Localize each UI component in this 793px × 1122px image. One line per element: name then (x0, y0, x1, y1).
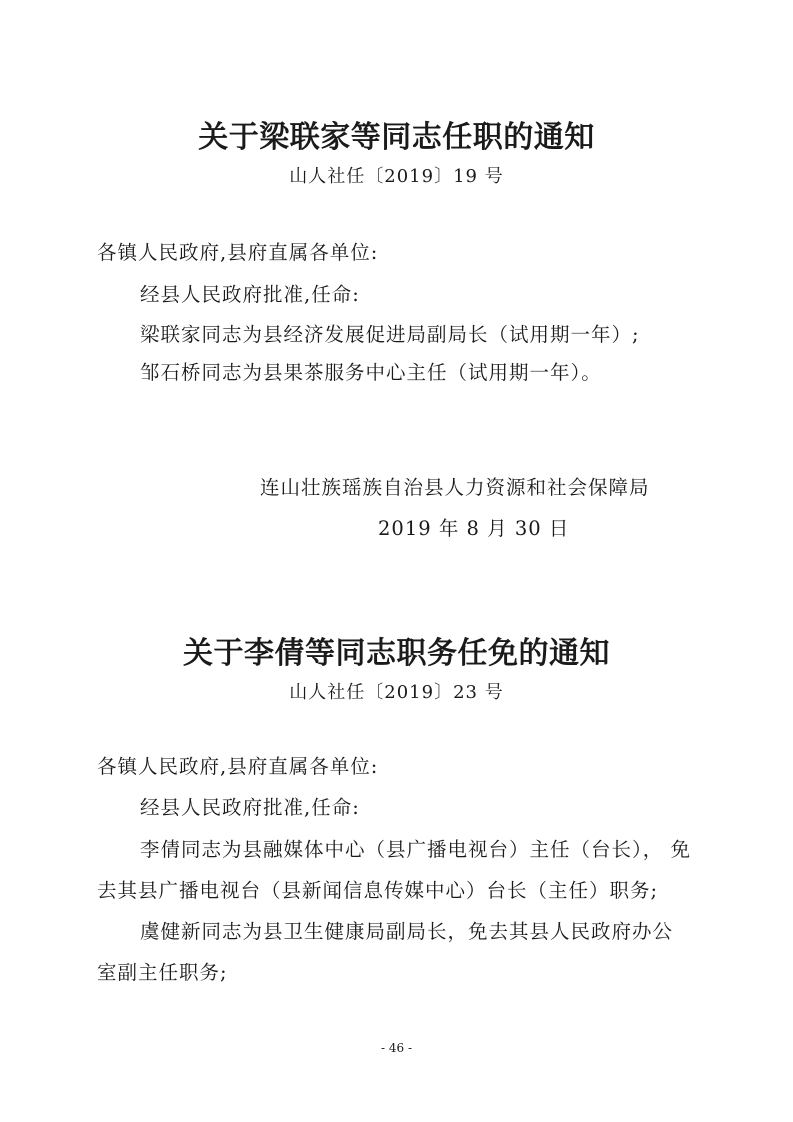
notice2-appointment-1-line2: 去其县广播电视台（县新闻信息传媒中心）台长（主任）职务; (97, 879, 659, 902)
notice2-appointment-1-line1: 李倩同志为县融媒体中心（县广播电视台）主任（台长）， 免 (140, 838, 691, 861)
notice1-date: 2019 年 8 月 30 日 (378, 517, 570, 540)
page-number: - 46 - (380, 1041, 412, 1055)
notice2-doc-number: 山人社任〔2019〕23 号 (289, 682, 504, 703)
notice1-title: 关于梁联家等同志任职的通知 (198, 120, 595, 155)
notice1-appointment-2: 邹石桥同志为县果茶服务中心主任（试用期一年）。 (140, 361, 602, 384)
notice1-doc-number: 山人社任〔2019〕19 号 (289, 166, 504, 187)
notice2-salutation: 各镇人民政府,县府直属各单位: (97, 755, 379, 778)
notice1-appointment-1: 梁联家同志为县经济发展促进局副局长（试用期一年）; (140, 323, 640, 346)
notice2-appointment-2-line1: 虞健新同志为县卫生健康局副局长，免去其县人民政府办公 (140, 920, 674, 943)
notice1-issuer: 连山壮族瑶族自治县人力资源和社会保障局 (260, 476, 650, 499)
notice1-salutation: 各镇人民政府,县府直属各单位: (97, 241, 379, 264)
notice2-approval: 经县人民政府批准,任命: (140, 796, 360, 819)
notice1-approval: 经县人民政府批准,任命: (140, 283, 360, 306)
notice2-appointment-2-line2: 室副主任职务; (97, 961, 228, 984)
notice2-title: 关于李倩等同志职务任免的通知 (183, 636, 610, 671)
